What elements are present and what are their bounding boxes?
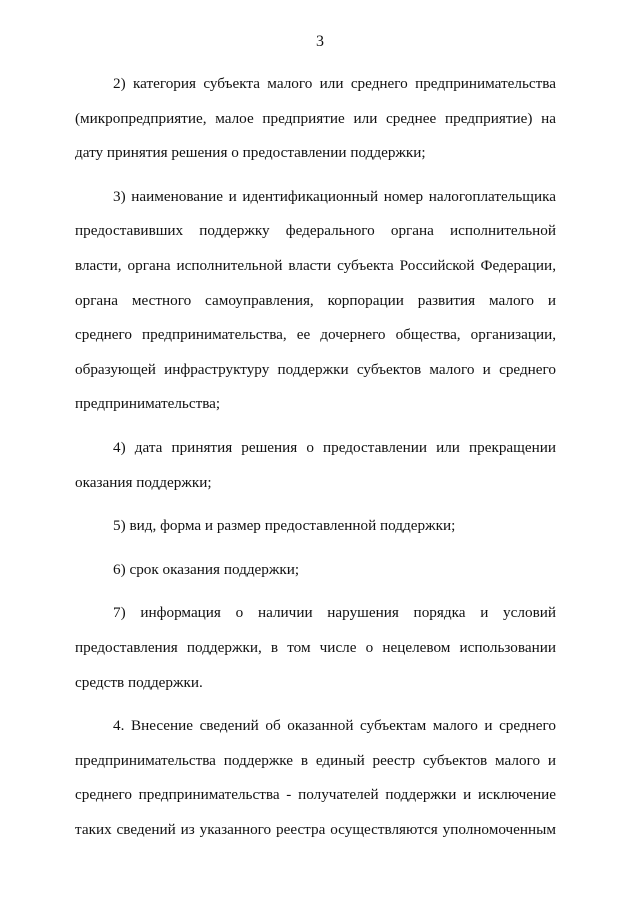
page-number: 3 [316,33,324,50]
list-item-name-inn: 3) наименование и идентификационный номер налогоплательщика предоставивших поддержку федерального органа исполнительной власти, органа исполнительной власти субъекта Российской Федерации, органа местного самоуправления, корпорации развития малого и среднего предпринимательства, ее дочернего общества, организации, образующей инфраструктуру поддержки субъектов малого и среднего предпринимательства; [75,187,556,413]
clause-4-paragraph: 4. Внесение сведений об оказанной субъектам малого и среднего предпринимательства поддержке в единый реестр субъектов малого и среднего предпринимательства - получателей поддержки и исключение таких сведений из указанного реестра осуществляются уполномоченным [75,717,556,838]
document-body [75,67,556,847]
list-item-support-type: 5) вид, форма и размер предоставленной поддержки; [113,517,456,535]
list-item-category: 2) категория субъекта малого или среднего предпринимательства (микропредприятие, малое предприятие или среднее предприятие) на дату принятия решения о предоставлении поддержки; [75,75,556,162]
list-item-violation-info: 7) информация о наличии нарушения порядка и условий предоставления поддержки, в том числе о нецелевом использовании средств поддержки. [75,604,556,691]
list-item-decision-date: 4) дата принятия решения о предоставлении или прекращении оказания поддержки; [75,438,556,491]
list-item-support-term: 6) срок оказания поддержки; [113,560,300,578]
